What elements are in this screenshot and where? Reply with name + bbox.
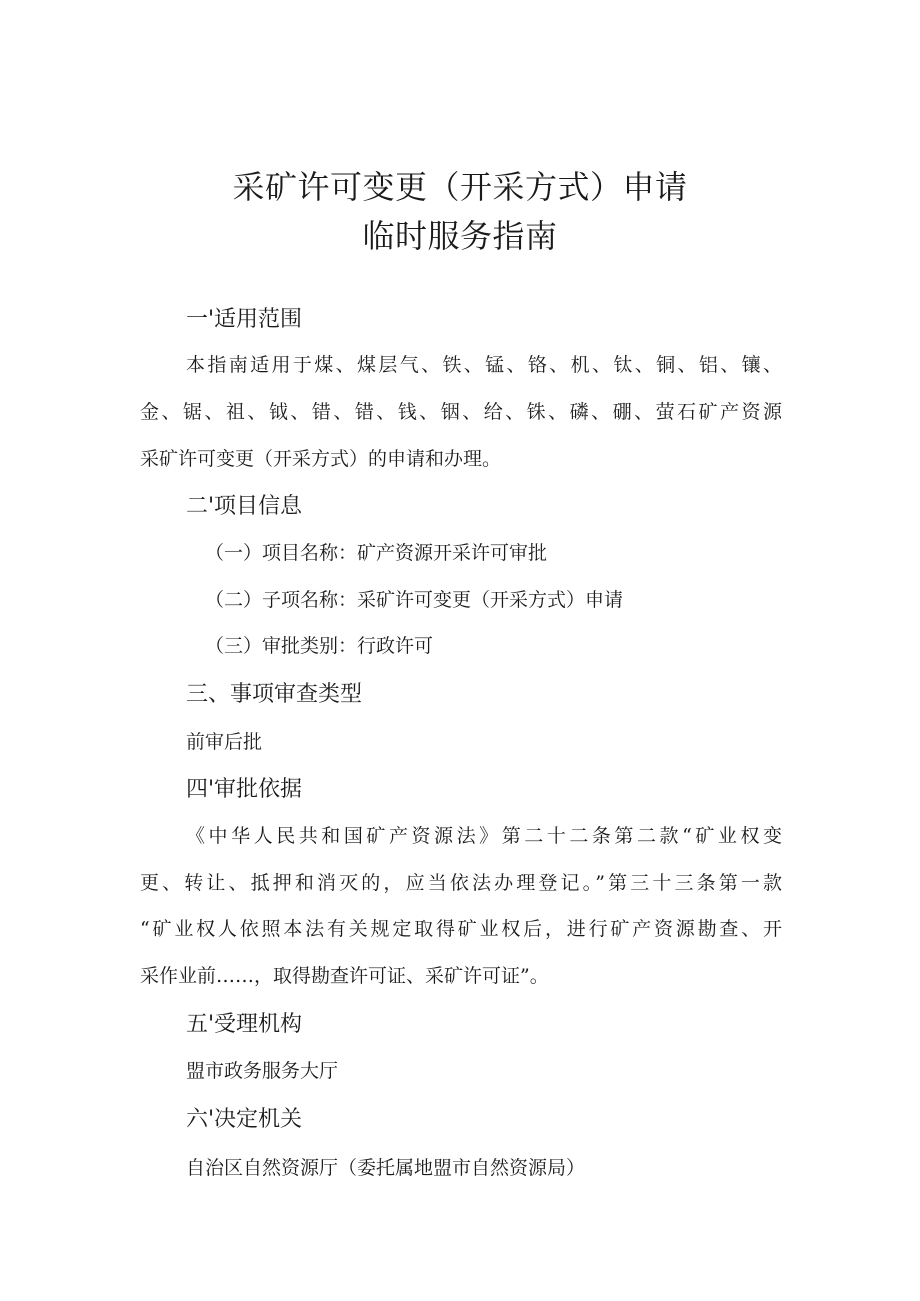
- section-heading-deciding-authority: 六'决定机关: [186, 1107, 303, 1132]
- list-item: （二）子项名称：采矿许可变更（开采方式）申请: [205, 589, 624, 611]
- section-heading-project-info: 二'项目信息: [186, 494, 303, 519]
- section-heading-legal-basis: 四'审批依据: [186, 777, 303, 802]
- paragraph-line: 《中华人民共和国矿产资源法》第二十二条第二款“矿业权变: [186, 825, 782, 847]
- section-heading-review-type: 三、事项审查类型: [186, 682, 363, 707]
- document-title-line-2: 临时服务指南: [362, 217, 558, 255]
- section-heading-scope: 一'适用范围: [186, 307, 303, 332]
- paragraph-line: 更、转让、抵押和消灭的，应当依法办理登记。”第三十三条第一款: [140, 872, 782, 894]
- list-item: （一）项目名称：矿产资源开采许可审批: [205, 542, 548, 564]
- paragraph-line: 本指南适用于煤、煤层气、铁、锰、铬、机、钛、铜、铝、镶、: [186, 354, 782, 376]
- section-heading-accepting-agency: 五'受理机构: [186, 1012, 303, 1037]
- paragraph-line: 采矿许可变更（开采方式）的申请和办理。: [140, 448, 502, 470]
- paragraph-line: “矿业权人依照本法有关规定取得矿业权后，进行矿产资源勘查、开: [140, 918, 782, 940]
- document-title-line-1: 采矿许可变更（开采方式）申请: [232, 168, 688, 206]
- list-item: （三）审批类别：行政许可: [205, 635, 434, 657]
- paragraph-line: 金、锯、祖、钺、错、错、钱、铟、给、铢、磷、硼、萤石矿产资源: [140, 401, 782, 423]
- paragraph-line: 自治区自然资源厅（委托属地盟市自然资源局）: [186, 1157, 586, 1179]
- paragraph-line: 前审后批: [186, 731, 263, 753]
- paragraph-line: 采作业前……，取得勘查许可证、采矿许可证”。: [140, 965, 549, 987]
- paragraph-line: 盟市政务服务大厅: [186, 1060, 339, 1082]
